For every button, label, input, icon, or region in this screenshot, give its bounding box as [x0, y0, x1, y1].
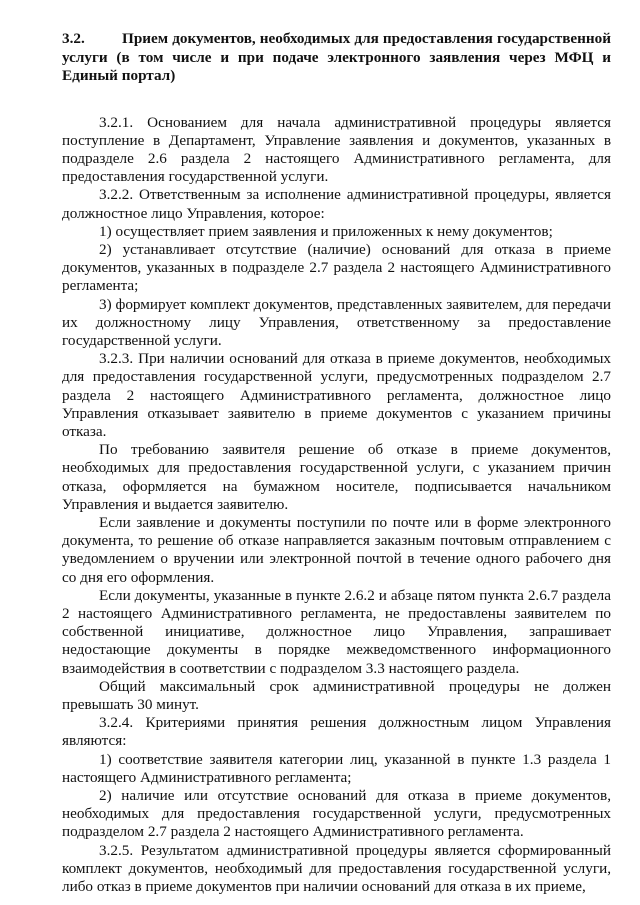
- paragraph-3-2-2: 3.2.2. Ответственным за исполнение административной процедуры, является должностное лицо Управления, которое:: [62, 186, 611, 222]
- criteria-item-2: 2) наличие или отсутствие оснований для отказа в приеме документов, необходимых для предоставления государственной услуги, предусмотренных подразделом 2.7 раздела 2 настоящего Административного регламента.: [62, 787, 611, 841]
- paragraph-3-2-3: 3.2.3. При наличии оснований для отказа в приеме документов, необходимых для предоставления государственной услуги, предусмотренных подразделом 2.7 раздела 2 настоящего Административного регламента, должностное лицо Управления отказывает заявителю в приеме документов с указанием причины отказа.: [62, 350, 611, 440]
- paragraph-3-2-5: 3.2.5. Результатом административной процедуры является сформированный комплект документов, необходимый для предоставления государственной услуги, либо отказ в приеме документов при наличии оснований для отказа в их приеме,: [62, 841, 611, 896]
- list-item-2: 2) устанавливает отсутствие (наличие) оснований для отказа в приеме документов, указанных в подразделе 2.7 раздела 2 настоящего Административного регламента;: [62, 240, 611, 295]
- paragraph-refusal-request: По требованию заявителя решение об отказе в приеме документов, необходимых для предоставления государственной услуги, с указанием причин отказа, оформляется на бумажном носителе, подписывается начальником Управления и выдается заявителю.: [62, 441, 611, 513]
- paragraph-3-2-4: 3.2.4. Критериями принятия решения должностным лицом Управления являются:: [62, 714, 611, 750]
- document-page: [62, 30, 611, 896]
- criteria-item-1: 1) соответствие заявителя категории лиц, указанной в пункте 1.3 раздела 1 настоящего Административного регламента;: [62, 750, 611, 786]
- list-item-3: 3) формирует комплект документов, представленных заявителем, для передачи их должностному лицу Управления, ответственному за предоставление государственной услуги.: [62, 295, 611, 349]
- paragraph-3-2-1: 3.2.1. Основанием для начала административной процедуры является поступление в Департамент, Управление заявления и документов, указанных в подразделе 2.6 раздела 2 настоящего Административного регламента, для предоставления государственной услуги.: [62, 113, 611, 186]
- section-title: Прием документов, необходимых для предоставления государственной услуги (в том числе и при подаче электронного заявления через МФЦ и Единый портал): [62, 30, 611, 84]
- list-item-1: 1) осуществляет прием заявления и приложенных к нему документов;: [99, 222, 553, 240]
- paragraph-max-duration: Общий максимальный срок административной процедуры не должен превышать 30 минут.: [62, 677, 611, 713]
- section-number: 3.2.: [62, 30, 85, 47]
- paragraph-interagency-request: Если документы, указанные в пункте 2.6.2 и абзаце пятом пункта 2.6.7 раздела 2 настоящего Административного регламента, не предоставлены заявителем по собственной инициативе, должностное лицо Управления, запрашивает недостающие документы в порядке межведомственного информационного взаимодействия в соответствии с подразделом 3.3 настоящего раздела.: [62, 586, 611, 677]
- section-heading: [62, 30, 611, 86]
- paragraph-mail-refusal: Если заявление и документы поступили по почте или в форме электронного документа, то решение об отказе направляется заказным почтовым отправлением с уведомлением о вручении или электронной почтой в течение одного рабочего дня со дня его оформления.: [62, 513, 611, 586]
